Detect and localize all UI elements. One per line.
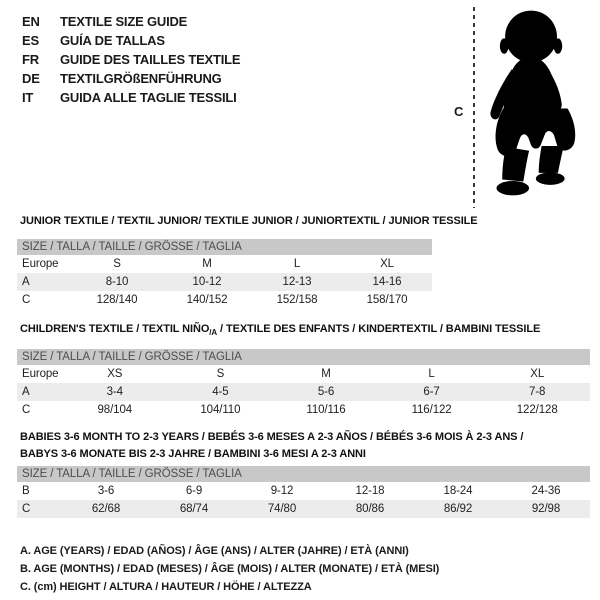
table-cell: 10-12 xyxy=(192,276,222,288)
size-tables xyxy=(17,214,590,596)
junior-header-row xyxy=(17,255,432,273)
note-age-years: A. AGE (YEARS) / EDAD (AÑOS) / ÂGE (ANS) / ALTER (JAHRE) / ETÀ (ANNI) xyxy=(20,545,409,558)
children-size-table xyxy=(17,365,590,419)
legend-notes xyxy=(20,542,590,596)
table-cell: A xyxy=(22,386,30,399)
table-cell: 12-13 xyxy=(282,276,312,288)
table-cell: 74/80 xyxy=(267,503,297,516)
table-cell: 116/122 xyxy=(411,404,452,417)
babies-size-table xyxy=(17,482,590,518)
table-cell: 24-36 xyxy=(531,485,561,498)
table-cell: S xyxy=(216,368,225,381)
table-cell: XL xyxy=(530,368,545,381)
table-cell: 8-10 xyxy=(105,276,129,288)
table-cell: 9-12 xyxy=(270,485,294,498)
table-cell: 140/152 xyxy=(186,294,228,306)
table-cell: L xyxy=(293,258,301,270)
table-cell: M xyxy=(321,368,331,381)
children-table-title xyxy=(20,322,590,340)
language-label: GUIDA ALLE TAGLIE TESSILI xyxy=(60,90,237,105)
table-cell: 158/170 xyxy=(366,294,408,306)
table-cell: 5-6 xyxy=(317,386,335,399)
children-header-row xyxy=(17,365,590,383)
table-cell: 98/104 xyxy=(97,404,133,417)
toddler-silhouette-icon xyxy=(484,7,580,210)
table-cell: 104/110 xyxy=(200,404,241,417)
language-code: ES xyxy=(22,33,39,48)
language-code: FR xyxy=(22,52,39,67)
language-row-de xyxy=(22,69,240,88)
language-label: TEXTILE SIZE GUIDE xyxy=(60,14,188,29)
table-cell: 12-18 xyxy=(355,485,385,498)
table-cell: C xyxy=(22,404,31,417)
table-cell: Europe xyxy=(22,368,59,381)
table-cell: 62/68 xyxy=(91,503,121,516)
height-dashed-line xyxy=(473,7,475,208)
language-row-es xyxy=(22,31,240,50)
table-cell: 18-24 xyxy=(443,485,473,498)
table-cell: 92/98 xyxy=(531,503,561,516)
babies-age-row xyxy=(17,482,590,500)
junior-size-header-bar: SIZE / TALLA / TAILLE / GRÖSSE / TAGLIA xyxy=(17,239,432,255)
table-cell: 6-7 xyxy=(423,386,440,399)
table-cell: 3-4 xyxy=(106,386,123,399)
table-cell: 6-9 xyxy=(185,485,203,498)
language-row-en xyxy=(22,12,240,31)
junior-height-row xyxy=(17,291,432,309)
children-title-part: CHILDREN'S TEXTILE / TEXTIL NIÑO xyxy=(20,323,210,335)
language-row-fr xyxy=(22,50,240,69)
babies-size-header-bar: SIZE / TALLA / TAILLE / GRÖSSE / TAGLIA xyxy=(17,466,590,482)
table-cell: XL xyxy=(380,258,394,270)
table-cell: C xyxy=(22,294,31,306)
babies-height-row xyxy=(17,500,590,518)
junior-age-row xyxy=(17,273,432,291)
note-age-months: B. AGE (MONTHS) / EDAD (MESES) / ÂGE (MOIS) / ALTER (MONATE) / ETÀ (MESI) xyxy=(20,563,440,576)
table-cell: 152/158 xyxy=(276,294,318,306)
junior-size-table xyxy=(17,255,432,309)
table-cell: 3-6 xyxy=(97,485,115,498)
height-measure-label: C xyxy=(454,104,464,119)
table-cell: 86/92 xyxy=(443,503,473,516)
language-code: IT xyxy=(22,90,34,105)
table-cell: 14-16 xyxy=(372,276,402,288)
table-cell: 80/86 xyxy=(355,503,385,516)
table-cell: Europe xyxy=(22,258,59,270)
language-label: TEXTILGRÖßENFÜHRUNG xyxy=(60,71,222,86)
language-label: GUÍA DE TALLAS xyxy=(60,33,165,48)
height-figure xyxy=(440,4,600,212)
table-cell: A xyxy=(22,276,30,288)
table-cell: XS xyxy=(107,368,123,381)
babies-title-line1: BABIES 3-6 MONTH TO 2-3 YEARS / BEBÉS 3-6 MESES A 2-3 AÑOS / BÉBÉS 3-6 MOIS À 2-3 ANS / xyxy=(20,431,524,444)
language-label: GUIDE DES TAILLES TEXTILE xyxy=(60,52,241,67)
table-cell: L xyxy=(428,368,435,381)
table-cell: M xyxy=(202,258,212,270)
table-cell: S xyxy=(113,258,121,270)
table-cell: 7-8 xyxy=(529,386,546,399)
children-size-header-bar: SIZE / TALLA / TAILLE / GRÖSSE / TAGLIA xyxy=(17,349,590,365)
children-height-row xyxy=(17,401,590,419)
babies-title-line2: BABYS 3-6 MONATE BIS 2-3 JAHRE / BAMBINI 3-6 MESI A 2-3 ANNI xyxy=(20,448,366,461)
table-cell: 68/74 xyxy=(179,503,209,516)
table-cell: 128/140 xyxy=(96,294,138,306)
language-row-it xyxy=(22,88,240,107)
table-cell: 110/116 xyxy=(306,404,346,417)
table-cell: 122/128 xyxy=(516,404,558,417)
junior-table-title: JUNIOR TEXTILE / TEXTIL JUNIOR/ TEXTILE JUNIOR / JUNIORTEXTIL / JUNIOR TESSILE xyxy=(20,215,478,227)
language-code: DE xyxy=(22,71,40,86)
children-title-part: / TEXTILE DES ENFANTS / KINDERTEXTIL / BAMBINI TESSILE xyxy=(217,323,541,335)
table-cell: B xyxy=(22,485,30,498)
note-height-cm: C. (cm) HEIGHT / ALTURA / HAUTEUR / HÖHE / ALTEZZA xyxy=(20,581,312,594)
language-list xyxy=(22,12,240,107)
children-title-subscript: /A xyxy=(209,328,218,338)
children-age-row xyxy=(17,383,590,401)
table-cell: C xyxy=(22,503,31,516)
babies-table-title xyxy=(20,429,590,463)
language-code: EN xyxy=(22,14,40,29)
table-cell: 4-5 xyxy=(212,386,229,399)
